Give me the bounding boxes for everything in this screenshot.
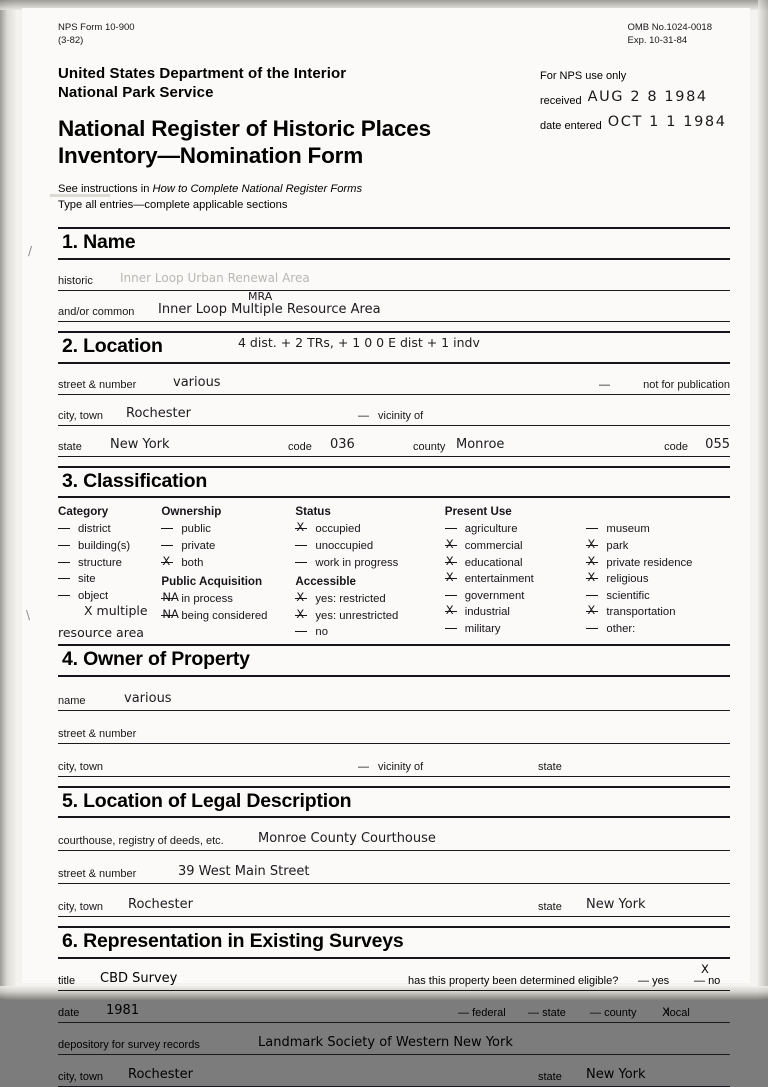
legal-city-label: city, town — [58, 901, 104, 914]
check-mark: X — [296, 520, 305, 535]
option-label: occupied — [315, 523, 361, 536]
use-option-entertainment[interactable] — [445, 571, 587, 588]
option-label: object — [78, 589, 109, 602]
category-option-object[interactable] — [58, 588, 161, 605]
use-option-industrial[interactable] — [445, 604, 587, 621]
checkbox-blank[interactable] — [295, 562, 307, 563]
survey-state-value: New York — [586, 1067, 646, 1083]
public-acq-option-in-process[interactable] — [161, 591, 295, 608]
option-label: state — [542, 1007, 566, 1020]
use-option-transportation[interactable] — [586, 604, 730, 621]
category-option-structure[interactable] — [58, 555, 161, 572]
use-option-private-residence[interactable] — [586, 555, 730, 572]
owner-name-label: name — [58, 694, 86, 707]
option-label: federal — [472, 1007, 506, 1020]
checkbox-blank[interactable] — [58, 562, 70, 563]
survey-state-label: state — [538, 1071, 562, 1084]
survey-level-local[interactable] — [658, 1007, 690, 1019]
section-5-bar — [58, 786, 730, 819]
historic-name-row — [58, 260, 730, 291]
check-mark: X — [587, 603, 596, 618]
checkbox-blank[interactable] — [161, 528, 173, 529]
street-number-row — [58, 364, 730, 395]
section-6-bar — [58, 926, 730, 959]
option-label: district — [78, 523, 111, 536]
state-code-label: code — [288, 440, 312, 453]
status-option-work-in-progress[interactable] — [295, 555, 444, 572]
date-entered-label: date entered — [540, 120, 602, 132]
category-heading: Category — [58, 505, 109, 519]
option-label: yes: unrestricted — [315, 609, 399, 622]
status-heading: Status — [295, 505, 331, 519]
survey-city-label: city, town — [58, 1071, 104, 1084]
instructions-prefix: See instructions in — [58, 182, 153, 195]
legal-street-label: street & number — [58, 868, 137, 881]
form-title-line-2: Inventory—Nomination Form — [58, 143, 364, 169]
legal-city-row — [58, 884, 730, 917]
checkbox-blank[interactable] — [295, 545, 307, 546]
public-acq-option-being-considered[interactable] — [161, 608, 295, 625]
category-option-site[interactable] — [58, 571, 161, 588]
survey-date-row — [58, 991, 730, 1023]
category-option-district[interactable] — [58, 521, 161, 538]
option-label: being considered — [181, 609, 268, 622]
form-sheet — [22, 8, 750, 1084]
section-4-title: 4. Owner of Property — [62, 647, 250, 670]
date-entered-row — [540, 116, 730, 132]
owner-street-label: street & number — [58, 727, 137, 740]
date-entered-stamp: OCT 1 1 1984 — [607, 114, 727, 130]
instructions-doc-title: How to Complete National Register Forms — [152, 182, 363, 195]
check-mark: X — [587, 570, 596, 585]
street-number-label: street & number — [58, 378, 137, 391]
use-option-agriculture[interactable] — [445, 521, 587, 538]
option-label: public — [181, 523, 211, 536]
survey-title-row — [58, 959, 730, 991]
survey-title-value: CBD Survey — [100, 971, 178, 987]
street-number-value: various — [173, 374, 221, 390]
form-revision: (3-82) — [58, 34, 84, 46]
checkbox-blank[interactable] — [58, 578, 70, 579]
owner-vicinity-dash: — — [358, 760, 369, 773]
option-label: work in progress — [315, 556, 399, 569]
eligible-no-label: no — [708, 975, 721, 988]
state-county-row — [58, 426, 730, 457]
owner-state-label: state — [538, 760, 562, 773]
section-3-title: 3. Classification — [62, 469, 208, 492]
scan-edge-right — [758, 0, 768, 1000]
owner-city-label: city, town — [58, 760, 104, 773]
state-value: New York — [110, 436, 170, 452]
use-option-educational[interactable] — [445, 555, 587, 572]
section-5-title: 5. Location of Legal Description — [62, 789, 352, 812]
option-label: site — [78, 573, 96, 586]
section-1-title: 1. Name — [62, 230, 136, 253]
check-mark: X — [445, 536, 454, 551]
instructions-line-2: Type all entries—complete applicable sections — [58, 198, 288, 211]
option-label: private — [181, 539, 216, 552]
legal-street-row — [58, 851, 730, 884]
multiple-resource-line-1: X multiple — [84, 603, 148, 619]
scan-edge-left — [0, 0, 16, 1000]
check-mark: X — [445, 553, 454, 568]
legal-city-value: Rochester — [128, 897, 193, 913]
county-label: county — [413, 440, 446, 453]
agency-line-1: United States Department of the Interior — [58, 64, 347, 82]
county-code-value: 055 — [705, 436, 730, 452]
option-label: agriculture — [464, 523, 518, 536]
option-label: both — [181, 556, 204, 569]
option-label: unoccupied — [315, 539, 374, 552]
section-1-bar — [58, 227, 730, 260]
checkbox-blank[interactable] — [58, 545, 70, 546]
option-label: county — [604, 1007, 637, 1020]
checkbox-blank[interactable] — [586, 595, 598, 596]
historic-label: historic — [58, 274, 93, 287]
courthouse-value: Monroe County Courthouse — [258, 831, 436, 847]
survey-city-value: Rochester — [128, 1067, 193, 1083]
option-label: other: — [606, 622, 636, 635]
use-option-scientific[interactable] — [586, 588, 730, 605]
not-for-publication-dash: — — [599, 378, 610, 391]
state-label: state — [58, 440, 82, 453]
eligible-question: has this property been determined eligible? — [408, 975, 619, 988]
option-label: military — [464, 622, 501, 635]
check-mark: X — [162, 553, 171, 568]
vicinity-label: vicinity of — [378, 409, 424, 422]
nps-use-only-block — [540, 70, 730, 141]
city-town-row — [58, 395, 730, 426]
survey-level-local-check-mark: X — [662, 1005, 670, 1020]
survey-title-label: title — [58, 975, 76, 988]
ownership-option-public[interactable] — [161, 521, 295, 538]
multiple-resource-line-2: resource area — [58, 624, 144, 640]
checkbox-blank[interactable] — [445, 595, 457, 596]
classification-grid — [58, 498, 730, 641]
eligible-yes-option[interactable]: — yes — [638, 975, 670, 988]
present-use-column-1 — [445, 505, 587, 641]
option-label: structure — [78, 556, 122, 569]
check-mark: NA — [162, 590, 179, 605]
eligible-yes-label: yes — [652, 975, 670, 988]
courthouse-row — [58, 818, 730, 851]
form-number-block — [58, 22, 135, 48]
accessible-option-yes-unrestricted[interactable] — [295, 608, 444, 625]
ownership-option-private[interactable] — [161, 538, 295, 555]
owner-city-row — [58, 744, 730, 777]
form-number: NPS Form 10-900 — [58, 22, 135, 33]
ownership-column — [161, 505, 295, 641]
courthouse-label: courthouse, registry of deeds, etc. — [58, 835, 224, 848]
option-label: museum — [606, 523, 650, 536]
survey-city-row — [58, 1055, 730, 1087]
city-town-value: Rochester — [126, 405, 191, 421]
omb-block — [628, 22, 713, 48]
section-3-bar — [58, 466, 730, 499]
survey-level-state[interactable]: — state — [528, 1007, 566, 1020]
section-6-title: 6. Representation in Existing Surveys — [62, 930, 404, 953]
common-name-row — [58, 291, 730, 322]
city-town-label: city, town — [58, 409, 104, 422]
option-label: educational — [464, 556, 523, 569]
nps-use-only-label: For NPS use only — [540, 70, 627, 82]
location-handwritten-note: 4 dist. + 2 TRs, + 1 0 0 E dist + 1 indv — [238, 334, 480, 350]
ownership-heading: Ownership — [161, 505, 222, 519]
eligible-no-check-mark: X — [701, 962, 709, 977]
option-label: entertainment — [464, 573, 534, 586]
option-label: park — [606, 539, 629, 552]
form-meta-row — [58, 14, 730, 48]
section-2-title: 2. Location — [62, 334, 163, 357]
option-label: no — [315, 626, 328, 639]
checkbox-blank[interactable] — [445, 528, 457, 529]
received-date-stamp: AUG 2 8 1984 — [587, 89, 708, 105]
public-acquisition-heading: Public Acquisition — [161, 575, 263, 589]
scan-artifact-mark: \ — [26, 608, 31, 622]
received-label: received — [540, 95, 582, 107]
check-mark: X — [296, 606, 305, 621]
depository-label: depository for survey records — [58, 1039, 200, 1052]
present-use-spacer — [586, 505, 730, 518]
instructions-line-1 — [58, 181, 730, 197]
option-label: building(s) — [78, 539, 131, 552]
accessible-option-yes-restricted[interactable] — [295, 591, 444, 608]
check-mark: X — [445, 570, 454, 585]
use-option-religious[interactable] — [586, 571, 730, 588]
option-label: local — [667, 1007, 690, 1020]
use-option-commercial[interactable] — [445, 538, 587, 555]
use-option-government[interactable] — [445, 588, 587, 605]
common-name-label: and/or common — [58, 305, 135, 318]
category-option-buildings[interactable] — [58, 538, 161, 555]
option-label: scientific — [606, 589, 650, 602]
county-code-label: code — [664, 440, 688, 453]
form-content — [58, 14, 730, 1087]
status-option-unoccupied[interactable] — [295, 538, 444, 555]
survey-date-label: date — [58, 1007, 80, 1020]
use-option-park[interactable] — [586, 538, 730, 555]
check-mark: X — [587, 553, 596, 568]
legal-state-label: state — [538, 901, 562, 914]
ownership-option-both[interactable] — [161, 555, 295, 572]
check-mark: X — [445, 603, 454, 618]
option-label: in process — [181, 593, 233, 606]
checkbox-blank[interactable] — [58, 595, 70, 596]
not-for-publication-label: not for publication — [643, 378, 730, 391]
survey-level-county[interactable]: — county — [590, 1007, 637, 1020]
owner-street-row — [58, 711, 730, 744]
mra-caret-annotation: MRA — [248, 289, 273, 303]
survey-level-federal[interactable]: — federal — [458, 1007, 506, 1020]
checkbox-blank[interactable] — [161, 545, 173, 546]
checkbox-blank[interactable] — [58, 528, 70, 529]
option-label: transportation — [606, 606, 676, 619]
option-label: private residence — [606, 556, 693, 569]
option-label: commercial — [464, 539, 523, 552]
depository-value: Landmark Society of Western New York — [258, 1035, 513, 1051]
option-label: religious — [606, 573, 649, 586]
omb-expiration: Exp. 10-31-84 — [627, 34, 688, 46]
check-mark: X — [587, 536, 596, 551]
checkbox-blank[interactable] — [586, 528, 598, 529]
section-4-bar — [58, 644, 730, 677]
omb-number: OMB No.1024-0018 — [627, 22, 712, 33]
owner-name-row — [58, 677, 730, 711]
multiple-resource-annotation — [58, 603, 161, 618]
use-option-museum[interactable] — [586, 521, 730, 538]
check-mark: X — [296, 590, 305, 605]
legal-state-value: New York — [586, 897, 646, 913]
depository-row — [58, 1023, 730, 1055]
option-label: government — [464, 589, 525, 602]
multiple-resource-annotation-line2 — [58, 622, 730, 640]
form-title-line-1: National Register of Historic Places — [58, 115, 431, 141]
common-name-value: Inner Loop Multiple Resource Area — [158, 301, 381, 317]
check-mark: NA — [162, 606, 179, 621]
owner-name-value: various — [124, 690, 172, 706]
historic-value: Inner Loop Urban Renewal Area — [120, 270, 310, 285]
vicinity-dash: — — [358, 409, 369, 422]
status-option-occupied[interactable] — [295, 521, 444, 538]
county-value: Monroe — [456, 436, 505, 452]
category-column — [58, 505, 161, 641]
survey-date-value: 1981 — [106, 1003, 140, 1019]
state-code-value: 036 — [330, 436, 355, 452]
accessible-heading: Accessible — [295, 575, 356, 589]
eligible-no-option[interactable]: — no — [694, 975, 721, 988]
present-use-heading: Present Use — [444, 505, 512, 519]
option-label: industrial — [464, 606, 510, 619]
legal-street-value: 39 West Main Street — [178, 864, 310, 880]
agency-line-2: National Park Service — [58, 84, 214, 102]
owner-vicinity-label: vicinity of — [378, 760, 424, 773]
present-use-column-2 — [586, 505, 730, 641]
received-row — [540, 91, 730, 107]
instructions-block — [58, 181, 730, 213]
scan-artifact-mark: / — [28, 244, 33, 258]
section-2-bar — [58, 331, 730, 364]
option-label: yes: restricted — [315, 593, 386, 606]
status-column — [295, 505, 444, 641]
